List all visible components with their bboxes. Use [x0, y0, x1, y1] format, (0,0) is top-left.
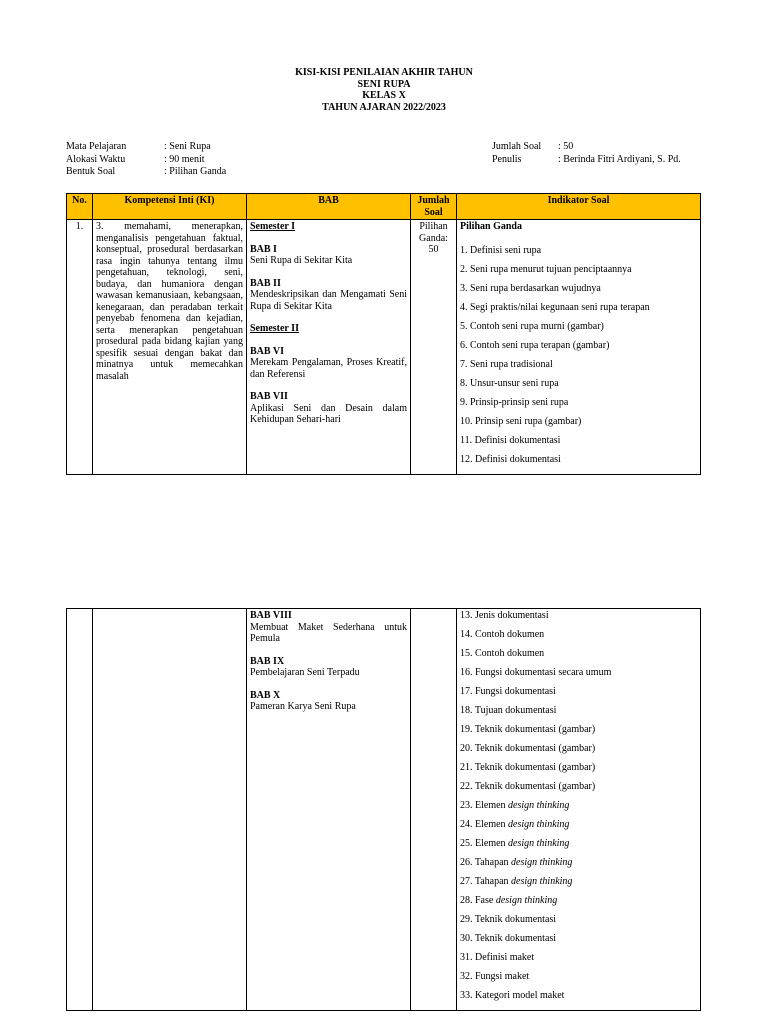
- list-item: 14. Contoh dokumen: [460, 629, 545, 640]
- meta-value: : Berinda Fitri Ardiyani, S. Pd.: [558, 153, 681, 165]
- indikator-list: [457, 220, 701, 475]
- list-item: 23. Elemen design thinking: [460, 800, 570, 811]
- list-item: 28. Fase design thinking: [460, 895, 558, 906]
- bab-desc: Merekam Pengalaman, Proses Kreatif, dan Referensi: [250, 357, 407, 380]
- header-bab: BAB: [247, 194, 411, 220]
- list-item: 2. Seni rupa menurut tujuan penciptaannya: [460, 264, 632, 275]
- list-item: 13. Jenis dokumentasi: [460, 610, 549, 621]
- list-item: 18. Tujuan dokumentasi: [460, 705, 557, 716]
- header-jumlah: Jumlah Soal: [411, 194, 457, 220]
- kompetensi-inti: 3. memahami, menerapkan, menganalisis pengetahuan faktual, konseptual, prosedural berdasarkan rasa ingin tahunya tentang ilmu pengetahuan, teknologi, seni, budaya, dan humaniora dengan wawasan kemanusiaan, kebangsaan, kenegaraan, dan peradaban terkait penyebab fenomena dan kejadian, serta menerapkan pengetahuan prosedural pada bidang kajian yang spesifik sesuai dengan bakat dan minatnya untuk memecahkan masalah: [93, 220, 247, 475]
- bab-title: BAB I: [250, 243, 277, 255]
- jumlah-soal-empty: [411, 609, 457, 1011]
- semester-label: Semester I: [250, 221, 296, 232]
- meta-label: Bentuk Soal: [66, 166, 116, 177]
- kisi-table-page-1: [66, 193, 701, 475]
- jumlah-line: Pilihan: [419, 221, 448, 232]
- meta-left: [66, 141, 226, 179]
- jumlah-soal: [411, 220, 457, 475]
- list-item: 16. Fungsi dokumentasi secara umum: [460, 667, 612, 678]
- document-title: [0, 67, 768, 113]
- meta-label: Alokasi Waktu: [66, 153, 126, 165]
- title-line-2: SENI RUPA: [357, 78, 411, 90]
- bab-desc: Seni Rupa di Sekitar Kita: [250, 255, 353, 266]
- list-item: 8. Unsur-unsur seni rupa: [460, 378, 559, 389]
- meta-label: Jumlah Soal: [492, 141, 542, 152]
- header-no: No.: [67, 194, 93, 220]
- bab-list: [247, 220, 411, 475]
- bab-desc: Membuat Maket Sederhana untuk Pemula: [250, 621, 407, 644]
- list-item: 33. Kategori model maket: [460, 990, 565, 1001]
- list-item: 30. Teknik dokumentasi: [460, 933, 557, 944]
- jumlah-line: Ganda:: [419, 232, 448, 244]
- bab-title: BAB VI: [250, 345, 284, 357]
- meta-value: : 90 menit: [164, 153, 205, 165]
- list-item: 15. Contoh dokumen: [460, 648, 545, 659]
- bab-desc: Mendeskripsikan dan Mengamati Seni Rupa di Sekitar Kita: [250, 289, 407, 312]
- header-indikator: Indikator Soal: [457, 194, 701, 220]
- meta-value: : 50: [558, 141, 574, 152]
- list-item: 20. Teknik dokumentasi (gambar): [460, 743, 596, 754]
- bab-title: BAB VIII: [250, 610, 292, 621]
- list-item: 22. Teknik dokumentasi (gambar): [460, 781, 596, 792]
- kompetensi-inti-empty: [93, 609, 247, 1011]
- list-item: 3. Seni rupa berdasarkan wujudnya: [460, 283, 601, 294]
- list-item: 1. Definisi seni rupa: [460, 245, 542, 256]
- row-number-empty: [67, 609, 93, 1011]
- bab-title: BAB X: [250, 689, 281, 701]
- kisi-table-page-2: [66, 608, 701, 1011]
- list-item: 4. Segi praktis/nilai kegunaan seni rupa terapan: [460, 302, 650, 313]
- meta-label: Penulis: [492, 153, 522, 165]
- bab-desc: Aplikasi Seni dan Desain dalam Kehidupan Sehari-hari: [250, 402, 407, 425]
- meta-value: : Seni Rupa: [164, 141, 211, 152]
- title-line-4: TAHUN AJARAN 2022/2023: [322, 101, 446, 113]
- table-header-row: [67, 194, 701, 220]
- table-row: [67, 609, 701, 1011]
- list-item: 10. Prinsip seni rupa (gambar): [460, 416, 582, 427]
- bab-title: BAB II: [250, 277, 281, 289]
- list-item: 27. Tahapan design thinking: [460, 876, 573, 887]
- list-item: 12. Definisi dokumentasi: [460, 454, 561, 465]
- list-item: 7. Seni rupa tradisional: [460, 359, 553, 370]
- bab-title: BAB IX: [250, 655, 285, 667]
- table-row: [67, 220, 701, 475]
- list-item: 19. Teknik dokumentasi (gambar): [460, 724, 596, 735]
- list-item: 17. Fungsi dokumentasi: [460, 686, 556, 697]
- bab-desc: Pembelajaran Seni Terpadu: [250, 667, 360, 678]
- bab-list: [247, 609, 411, 1011]
- bab-title: BAB VII: [250, 391, 288, 402]
- list-item: 24. Elemen design thinking: [460, 819, 570, 830]
- semester-label: Semester II: [250, 323, 299, 334]
- meta-value: : Pilihan Ganda: [164, 166, 227, 177]
- list-item: 9. Prinsip-prinsip seni rupa: [460, 397, 569, 408]
- row-number: 1.: [67, 220, 93, 475]
- list-item: 29. Teknik dokumentasi: [460, 914, 557, 925]
- list-item: 21. Teknik dokumentasi (gambar): [460, 762, 596, 773]
- list-item: 5. Contoh seni rupa murni (gambar): [460, 321, 604, 332]
- list-item: 11. Definisi dokumentasi: [460, 435, 561, 446]
- list-item: 6. Contoh seni rupa terapan (gambar): [460, 340, 610, 351]
- list-item: 26. Tahapan design thinking: [460, 857, 573, 868]
- indikator-list: [457, 609, 701, 1011]
- list-item: 32. Fungsi maket: [460, 971, 530, 982]
- indikator-heading: Pilihan Ganda: [460, 221, 522, 232]
- header-ki: Kompetensi Inti (KI): [93, 194, 247, 220]
- meta-right: [492, 141, 681, 166]
- meta-label: Mata Pelajaran: [66, 141, 127, 152]
- bab-desc: Pameran Karya Seni Rupa: [250, 701, 356, 712]
- title-line-3: KELAS X: [362, 90, 406, 101]
- list-item: 25. Elemen design thinking: [460, 838, 570, 849]
- title-line-1: KISI-KISI PENILAIAN AKHIR TAHUN: [295, 67, 473, 78]
- jumlah-line: 50: [428, 244, 439, 255]
- list-item: 31. Definisi maket: [460, 952, 535, 963]
